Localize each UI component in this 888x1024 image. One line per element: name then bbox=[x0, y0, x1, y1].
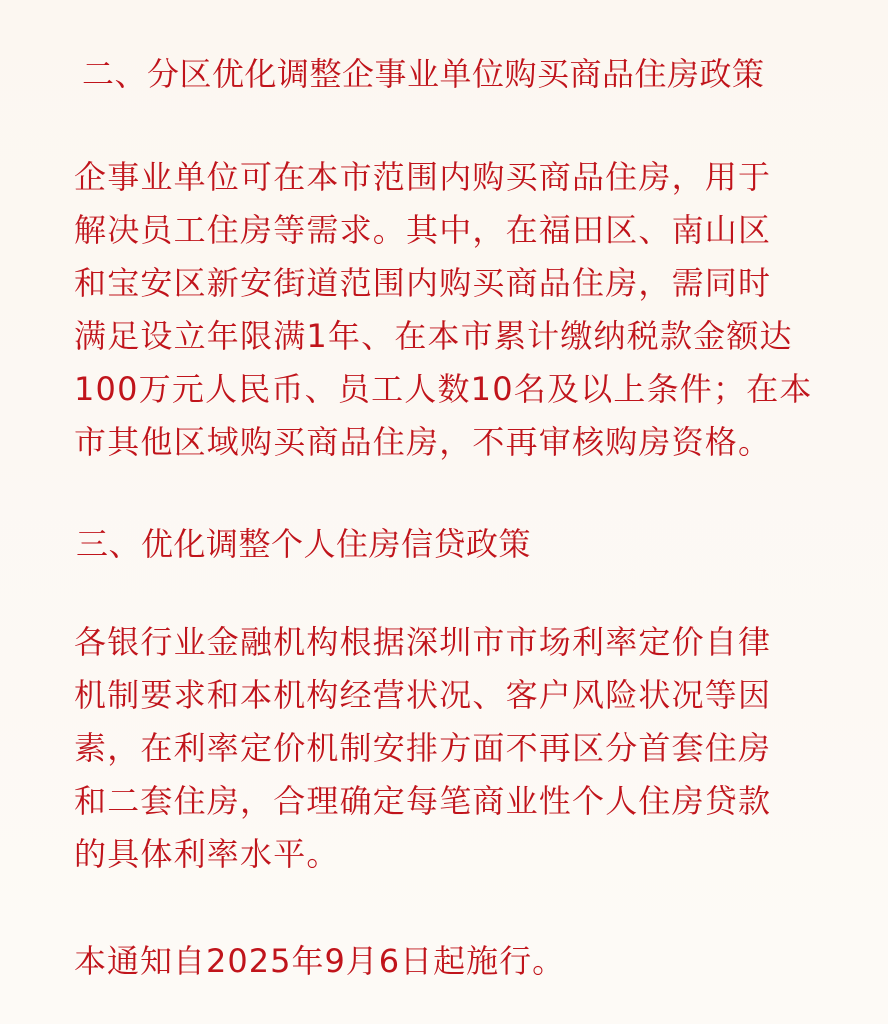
section-three-paragraph bbox=[74, 616, 834, 881]
paragraph-line: 市其他区域购买商品住房，不再审核购房资格。 bbox=[74, 423, 772, 461]
paragraph-line: 企事业单位可在本市范围内购买商品住房，用于 bbox=[74, 158, 772, 196]
paragraph-line: 100万元人民币、员工人数10名及以上条件；在本 bbox=[74, 370, 813, 408]
paragraph-line: 各银行业金融机构根据深圳市市场利率定价自律 bbox=[74, 623, 772, 661]
paragraph-line: 素，在利率定价机制安排方面不再区分首套住房 bbox=[74, 729, 772, 767]
effective-date-notice: 本通知自2025年9月6日起施行。 bbox=[74, 942, 566, 980]
paragraph-line: 和二套住房，合理确定每笔商业性个人住房贷款 bbox=[74, 782, 772, 820]
paragraph-line: 机制要求和本机构经营状况、客户风险状况等因 bbox=[74, 676, 772, 714]
paragraph-line: 的具体利率水平。 bbox=[74, 835, 340, 873]
paragraph-line: 解决员工住房等需求。其中，在福田区、南山区 bbox=[74, 211, 772, 249]
section-three-heading: 三、优化调整个人住房信贷政策 bbox=[76, 525, 532, 563]
paragraph-line: 满足设立年限满1年、在本市累计缴纳税款金额达 bbox=[74, 317, 793, 355]
section-two-heading: 二、分区优化调整企事业单位购买商品住房政策 bbox=[82, 55, 765, 93]
section-two-paragraph bbox=[74, 151, 834, 469]
paragraph-line: 和宝安区新安街道范围内购买商品住房，需同时 bbox=[74, 264, 772, 302]
